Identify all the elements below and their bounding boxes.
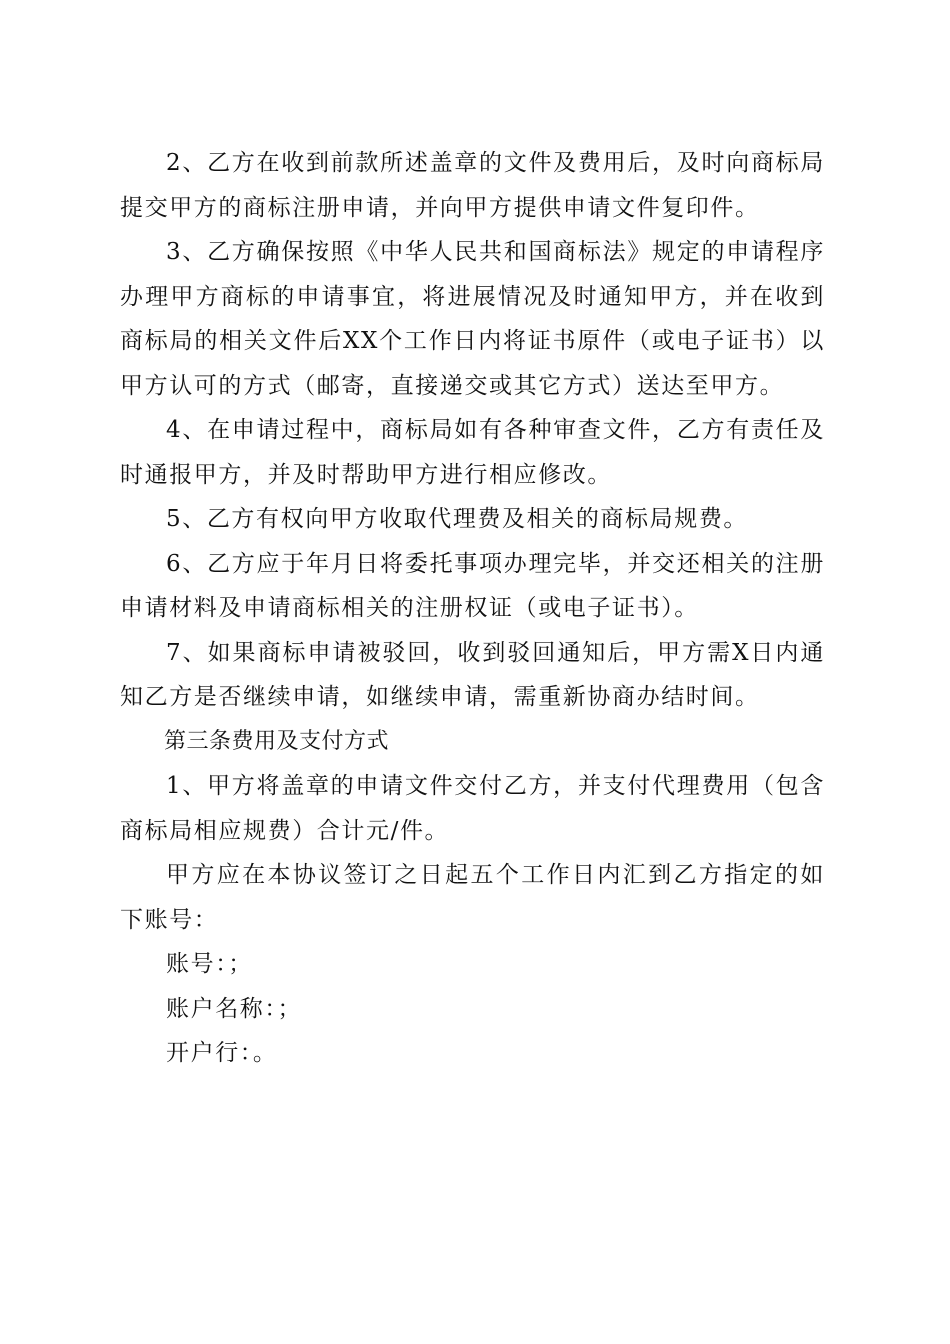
- clause-6: 6、乙方应于年月日将委托事项办理完毕，并交还相关的注册申请材料及申请商标相关的注册权证（或电子证书）。: [120, 550, 825, 621]
- clause-5: 5、乙方有权向甲方收取代理费及相关的商标局规费。: [166, 506, 749, 532]
- payment-instruction: 甲方应在本协议签订之日起五个工作日内汇到乙方指定的如下账号：: [120, 862, 825, 933]
- payment-clause-1: 1、甲方将盖章的申请文件交付乙方，并支付代理费用（包含商标局相应规费）合计元/件。: [120, 773, 825, 844]
- section-heading: 第三条费用及支付方式: [164, 728, 390, 754]
- clause-3: 3、乙方确保按照《中华人民共和国商标法》规定的申请程序办理甲方商标的申请事宜，将进展情况及时通知甲方，并在收到商标局的相关文件后XX个工作日内将证书原件（或电子证书）以甲方认可的方式（邮寄，直接递交或其它方式）送达至甲方。: [120, 239, 825, 399]
- clause-2: 2、乙方在收到前款所述盖章的文件及费用后，及时向商标局提交甲方的商标注册申请，并向甲方提供申请文件复印件。: [120, 150, 825, 221]
- clause-4: 4、在申请过程中，商标局如有各种审查文件，乙方有责任及时通报甲方，并及时帮助甲方进行相应修改。: [120, 417, 825, 488]
- account-name-line: 账户名称：；: [166, 995, 303, 1022]
- document-body: [120, 141, 825, 1076]
- clause-7: 7、如果商标申请被驳回，收到驳回通知后，甲方需X日内通知乙方是否继续申请，如继续申请，需重新协商办结时间。: [120, 639, 825, 710]
- account-number-line: 账号：；: [166, 951, 253, 977]
- bank-line: 开户行：。: [166, 1040, 278, 1066]
